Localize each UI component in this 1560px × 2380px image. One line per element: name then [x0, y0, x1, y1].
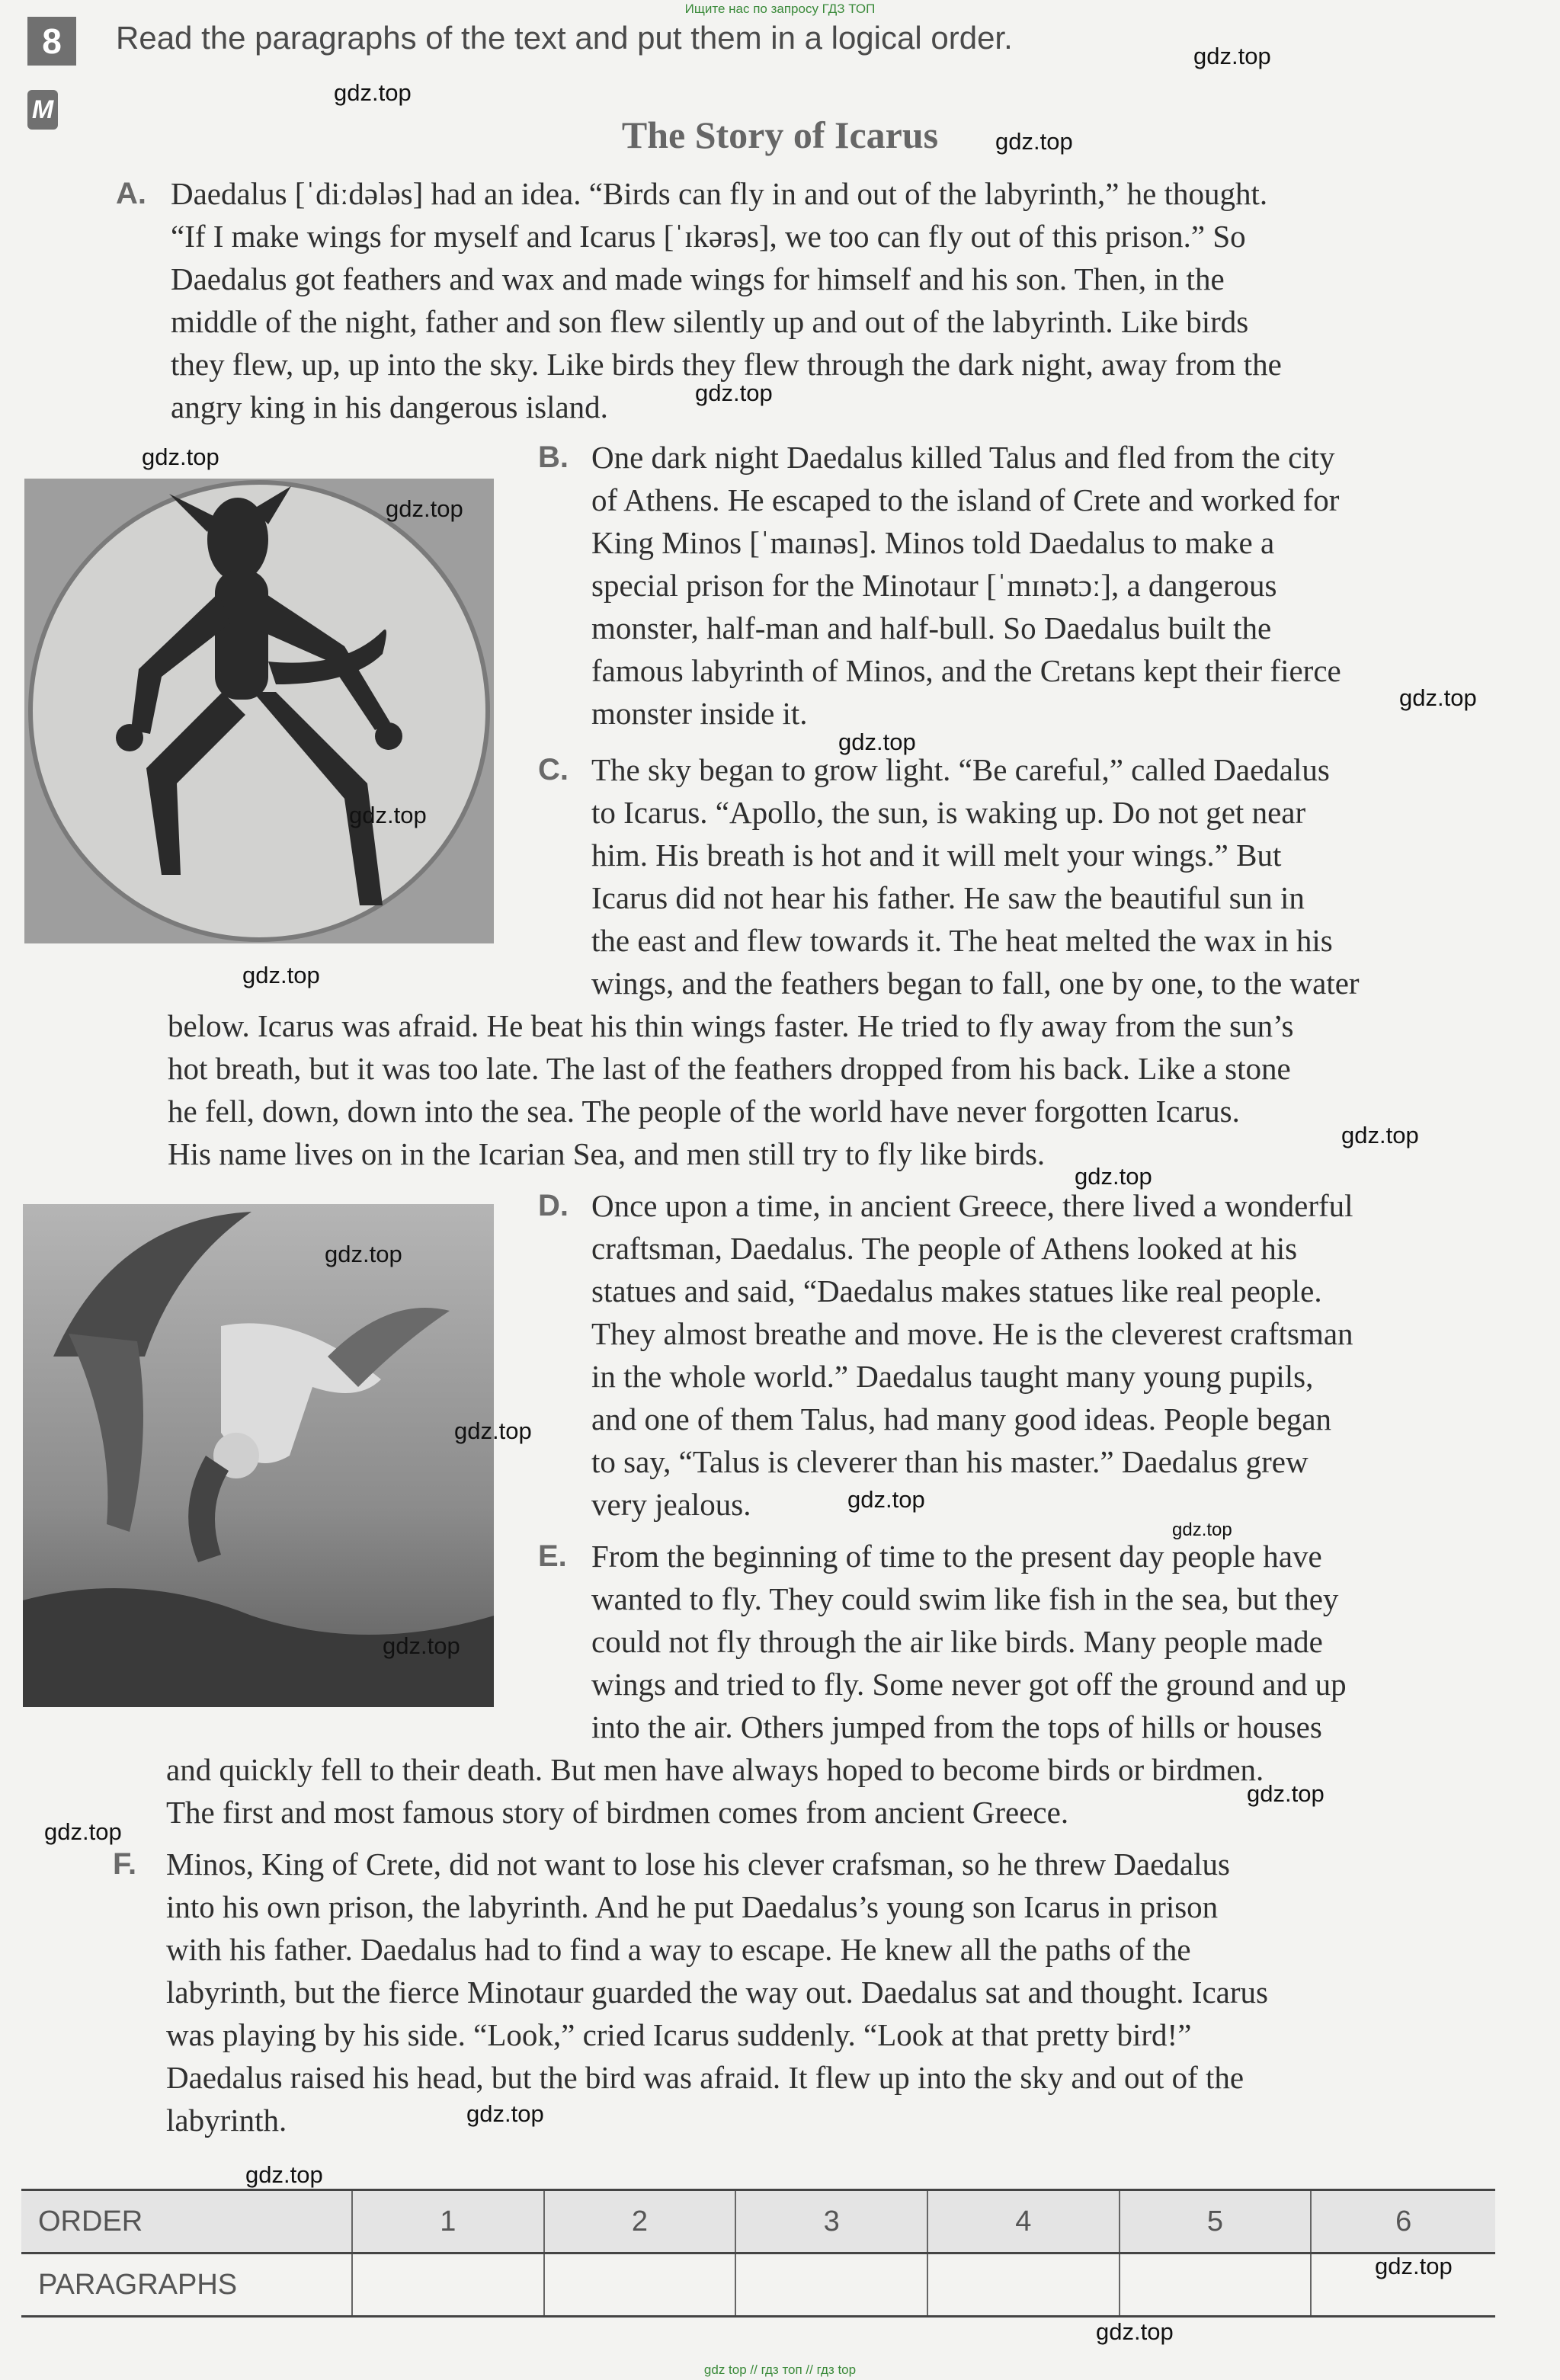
minotaur-vase-image: [24, 479, 494, 943]
paragraph-d-letter: D.: [538, 1189, 569, 1222]
paragraph-f-line: labyrinth.: [166, 2103, 287, 2138]
paragraph-a-letter: A.: [116, 177, 146, 210]
m-badge-icon: M: [27, 90, 58, 130]
answer-cell[interactable]: [352, 2253, 544, 2317]
watermark: gdz.top: [386, 495, 463, 522]
watermark: gdz.top: [1341, 1122, 1419, 1148]
watermark: gdz.top: [1096, 2318, 1174, 2345]
paragraph-c-line: him. His breath is hot and it will melt your wings.” But: [591, 838, 1282, 873]
watermark: gdz.top: [995, 128, 1073, 155]
paragraph-d-line: to say, “Talus is cleverer than his master.” Daedalus grew: [591, 1444, 1309, 1479]
paragraph-f-line: into his own prison, the labyrinth. And he put Daedalus’s young son Icarus in prison: [166, 1889, 1219, 1924]
paragraph-f-line: labyrinth, but the fierce Minotaur guarded the way out. Daedalus sat and thought. Icarus: [166, 1975, 1268, 2010]
paragraph-d-line: very jealous.: [591, 1487, 751, 1522]
paragraph-e-line: and quickly fell to their death. But men have always hoped to become birds or birdmen.: [166, 1752, 1264, 1787]
order-table: [21, 2189, 1495, 2318]
order-number: 6: [1311, 2190, 1495, 2253]
watermark: gdz.top: [1075, 1163, 1152, 1190]
paragraphs-row: [21, 2253, 1495, 2317]
answer-cell[interactable]: [927, 2253, 1120, 2317]
paragraph-c-line: His name lives on in the Icarian Sea, and men still try to fly like birds.: [168, 1136, 1046, 1171]
order-number: 4: [927, 2190, 1120, 2253]
paragraph-e-line: The first and most famous story of birdmen comes from ancient Greece.: [166, 1795, 1069, 1830]
paragraph-d-line: They almost breathe and move. He is the cleverest craftsman: [591, 1316, 1353, 1351]
watermark: gdz.top: [325, 1241, 402, 1267]
watermark: gdz.top: [1399, 684, 1477, 711]
watermark: gdz.top: [695, 380, 773, 406]
paragraph-a-line: middle of the night, father and son flew silently up and out of the labyrinth. Like birds: [171, 304, 1249, 339]
watermark: gdz.top: [245, 2161, 323, 2188]
order-number: 1: [352, 2190, 544, 2253]
watermark: gdz.top: [1375, 2253, 1453, 2279]
paragraph-e-line: into the air. Others jumped from the tops of hills or houses: [591, 1709, 1322, 1744]
top-note: Ищите нас по запросу ГДЗ ТОП: [684, 2, 876, 16]
paragraph-d-line: and one of them Talus, had many good ideas. People began: [591, 1401, 1332, 1437]
paragraph-a-line: angry king in his dangerous island.: [171, 389, 608, 424]
paragraph-d-line: in the whole world.” Daedalus taught many young pupils,: [591, 1359, 1314, 1394]
paragraph-c-line: Icarus did not hear his father. He saw the beautiful sun in: [591, 880, 1305, 915]
paragraph-d-line: statues and said, “Daedalus makes statues like real people.: [591, 1273, 1322, 1309]
paragraph-f-line: Daedalus raised his head, but the bird was afraid. It flew up into the sky and out of the: [166, 2060, 1244, 2095]
paragraph-e-line: could not fly through the air like birds. Many people made: [591, 1624, 1323, 1659]
order-row: [21, 2190, 1495, 2253]
paragraph-b-line: monster inside it.: [591, 696, 808, 731]
paragraph-c-top: [591, 748, 1497, 1004]
paragraph-e-line: wings and tried to fly. Some never got off the ground and up: [591, 1667, 1347, 1702]
paragraph-e-line: From the beginning of time to the present day people have: [591, 1539, 1322, 1574]
falling-icarus-image: [23, 1204, 494, 1707]
paragraph-f: [166, 1843, 1497, 2141]
paragraph-d: [591, 1184, 1497, 1526]
paragraph-c-letter: C.: [538, 753, 569, 786]
watermark: gdz.top: [1193, 43, 1271, 69]
order-label: ORDER: [21, 2190, 352, 2253]
answer-cell[interactable]: [735, 2253, 927, 2317]
paragraph-e-line: wanted to fly. They could swim like fish in the sea, but they: [591, 1581, 1339, 1616]
paragraph-b-letter: B.: [538, 440, 569, 474]
paragraph-b-line: King Minos [ˈmaɪnəs]. Minos told Daedalus to make a: [591, 525, 1275, 560]
paragraph-b: [591, 436, 1497, 735]
paragraph-e-letter: E.: [538, 1539, 567, 1573]
watermark: gdz.top: [242, 962, 320, 988]
paragraph-c-line: hot breath, but it was too late. The last of the feathers dropped from his back. Like a stone: [168, 1051, 1291, 1086]
watermark: gdz.top: [1172, 1520, 1232, 1540]
answer-cell[interactable]: [544, 2253, 736, 2317]
order-number: 5: [1120, 2190, 1312, 2253]
minotaur-illustration-icon: [24, 479, 494, 943]
paragraph-a-line: “If I make wings for myself and Icarus [ˈɪkərəs], we too can fly out of this prison.” So: [171, 219, 1246, 254]
watermark: gdz.top: [383, 1632, 460, 1659]
paragraph-e-top: [591, 1535, 1497, 1748]
paragraph-f-letter: F.: [113, 1847, 137, 1881]
order-number: 2: [544, 2190, 736, 2253]
paragraph-c-line: to Icarus. “Apollo, the sun, is waking up. Do not get near: [591, 795, 1306, 830]
watermark: gdz.top: [454, 1417, 532, 1444]
paragraph-c-line: The sky began to grow light. “Be careful,” called Daedalus: [591, 752, 1330, 787]
watermark: gdz.top: [838, 729, 916, 755]
paragraph-d-line: Once upon a time, in ancient Greece, there lived a wonderful: [591, 1188, 1353, 1223]
paragraph-d-line: craftsman, Daedalus. The people of Athens looked at his: [591, 1231, 1298, 1266]
instruction-text: Read the paragraphs of the text and put them in a logical order.: [116, 20, 1013, 56]
paragraph-c-line: he fell, down, down into the sea. The people of the world have never forgotten Icarus.: [168, 1094, 1240, 1129]
paragraph-c-line: below. Icarus was afraid. He beat his thin wings faster. He tried to fly away from the sun’s: [168, 1008, 1294, 1043]
watermark: gdz.top: [1247, 1780, 1325, 1807]
story-title: The Story of Icarus: [621, 114, 939, 156]
watermark: gdz.top: [466, 2100, 544, 2127]
paragraph-f-line: was playing by his side. “Look,” cried Icarus suddenly. “Look at that pretty bird!”: [166, 2017, 1192, 2052]
paragraph-a: [171, 172, 1497, 428]
paragraph-c-line: the east and flew towards it. The heat melted the wax in his: [591, 923, 1333, 958]
paragraph-b-line: One dark night Daedalus killed Talus and fled from the city: [591, 440, 1335, 475]
paragraph-a-line: Daedalus [ˈdiːdələs] had an idea. “Birds can fly in and out of the labyrinth,” he thought.: [171, 176, 1268, 211]
paragraph-f-line: with his father. Daedalus had to find a way to escape. He knew all the paths of the: [166, 1932, 1191, 1967]
paragraph-c-line: wings, and the feathers began to fall, one by one, to the water: [591, 966, 1360, 1001]
watermark: gdz.top: [44, 1818, 122, 1845]
paragraph-c-bottom: [168, 1004, 1497, 1175]
paragraph-a-line: they flew, up, up into the sky. Like birds they flew through the dark night, away from the: [171, 347, 1282, 382]
falling-icarus-illustration-icon: [23, 1204, 494, 1707]
paragraph-a-line: Daedalus got feathers and wax and made wings for himself and his son. Then, in the: [171, 261, 1225, 296]
watermark: gdz.top: [142, 444, 219, 470]
paragraph-b-line: famous labyrinth of Minos, and the Cretans kept their fierce: [591, 653, 1341, 688]
watermark: gdz.top: [334, 79, 412, 106]
paragraphs-label: PARAGRAPHS: [21, 2253, 352, 2317]
exercise-number-badge: 8: [27, 17, 76, 66]
paragraph-b-line: of Athens. He escaped to the island of Crete and worked for: [591, 482, 1340, 517]
order-number: 3: [735, 2190, 927, 2253]
watermark: gdz.top: [847, 1486, 925, 1513]
answer-cell[interactable]: [1120, 2253, 1312, 2317]
paragraph-b-line: special prison for the Minotaur [ˈmɪnətɔː], a dangerous: [591, 568, 1277, 603]
bottom-note: gdz top // гдз топ // гдз top: [703, 2362, 857, 2377]
watermark: gdz.top: [349, 802, 427, 828]
paragraph-b-line: monster, half-man and half-bull. So Daedalus built the: [591, 610, 1272, 645]
paragraph-f-line: Minos, King of Crete, did not want to lose his clever crafsman, so he threw Daedalus: [166, 1847, 1230, 1882]
